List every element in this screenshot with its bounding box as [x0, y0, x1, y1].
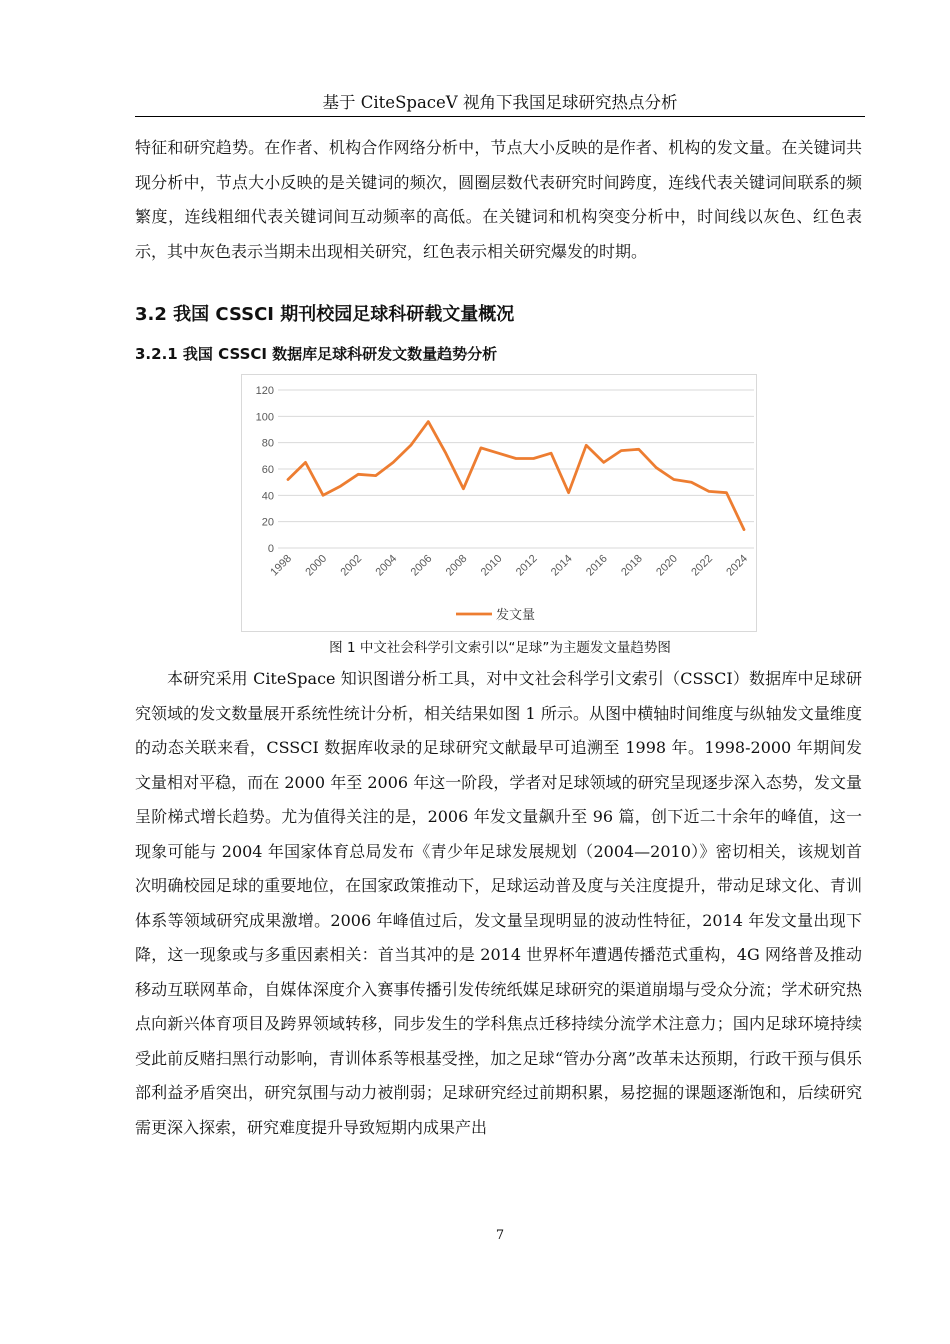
page-number: 7 [495, 1228, 505, 1243]
data-point [428, 421, 430, 423]
data-point [463, 488, 465, 490]
x-tick-label: 2014 [548, 552, 575, 579]
data-point [410, 445, 412, 447]
x-tick-label: 1998 [268, 552, 295, 579]
data-point [550, 452, 552, 454]
data-point [392, 462, 394, 464]
y-tick-label: 100 [255, 411, 274, 424]
data-point [603, 462, 605, 464]
data-point [375, 475, 377, 477]
y-tick-label: 20 [261, 516, 274, 529]
x-tick-label: 2010 [478, 552, 505, 579]
y-tick-label: 80 [261, 437, 274, 450]
data-point [287, 479, 289, 481]
figure-1-chart [241, 374, 757, 632]
subsection-heading: 3.2.1 我国 CSSCI 数据库足球科研发文数量趋势分析 [135, 345, 498, 363]
data-point [743, 529, 745, 531]
y-tick-label: 120 [255, 385, 274, 397]
x-tick-label: 2002 [338, 552, 365, 579]
data-point [480, 447, 482, 449]
data-point [340, 485, 342, 487]
x-tick-label: 2024 [724, 552, 751, 579]
header-rule [135, 116, 865, 117]
section-heading: 3.2 我国 CSSCI 期刊校园足球科研载文量概况 [135, 304, 515, 325]
intro-paragraph: 特征和研究趋势。在作者、机构合作网络分析中，节点大小反映的是作者、机构的发文量。在关键词共现分析中，节点大小反映的是关键词的频次，圆圈层数代表研究时间跨度，连线代表关键词间联系的频繁度，连线粗细代表关键词间互动频率的高低。在关键词和机构突变分析中，时间线以灰色、红色表示，其中灰色表示当期未出现相关研究，红色表示相关研究爆发的时期。 [135, 138, 862, 261]
data-point [498, 452, 500, 454]
y-tick-label: 40 [261, 490, 274, 503]
line-chart [242, 375, 756, 631]
series-line [288, 422, 744, 530]
legend-label: 发文量 [496, 608, 536, 623]
data-point [533, 458, 535, 460]
data-point [322, 495, 324, 497]
x-tick-label: 2008 [443, 552, 470, 579]
x-tick-label: 2000 [303, 552, 330, 579]
body-paragraph: 本研究采用 CiteSpace 知识图谱分析工具，对中文社会科学引文索引（CSSCI）数据库中足球研究领域的发文数量展开系统性统计分析，相关结果如图 1 所示。从图中横轴时间维度与纵轴发文量维度的动态关联来看，CSSCI 数据库收录的足球研究文献最早可追溯至 1998 年。1998-2000 年期间发文量相对平稳，而在 2000 年至 2006 年这一阶段，学者对足球领域的研究呈现逐步深入态势，发文量呈阶梯式增长趋势。尤为值得关注的是，2006 年发文量飙升至 96 篇，创下近二十余年的峰值，这一现象可能与 2004 年国家体育总局发布《青少年足球发展规划（2004—2010）》密切相关，该规划首次明确校园足球的重要地位，在国家政策推动下，足球运动普及度与关注度提升，带动足球文化、青训体系等领域研究成果激增。2006 年峰值过后，发文量呈现明显的波动性特征，2014 年发文量出现下降，这一现象或与多重因素相关：首当其冲的是 2014 世界杯年遭遇传播范式重构，4G 网络普及推动移动互联网革命，自媒体深度介入赛事传播引发传统纸媒足球研究的渠道崩塌与受众分流；学术研究热点向新兴体育项目及跨界领域转移，同步发生的学科焦点迁移持续分流学术注意力；国内足球环境持续受此前反赌扫黑行动影响，青训体系等根基受挫，加之足球“管办分离”改革未达预期，行政干预与俱乐部利益矛盾突出，研究氛围与动力被削弱；足球研究经过前期积累，易挖掘的课题逐渐饱和，后续研究需更深入探索，研究难度提升导致短期内成果产出 [135, 669, 862, 1137]
data-point [585, 445, 587, 447]
x-tick-label: 2006 [408, 552, 435, 579]
y-tick-label: 60 [261, 464, 274, 476]
data-point [726, 492, 728, 494]
data-point [673, 479, 675, 481]
data-point [305, 462, 307, 464]
data-point [691, 481, 693, 483]
x-tick-label: 2004 [373, 552, 400, 579]
x-tick-label: 2018 [619, 552, 645, 579]
data-point [708, 491, 710, 493]
x-tick-label: 2022 [689, 552, 716, 579]
data-point [568, 492, 570, 494]
x-tick-label: 2020 [654, 552, 680, 579]
running-header: 基于 CiteSpaceV 视角下我国足球研究热点分析 [322, 93, 678, 112]
data-point [357, 474, 359, 476]
data-point [656, 467, 658, 469]
data-point [515, 458, 517, 460]
x-tick-label: 2012 [513, 552, 540, 579]
y-tick-label: 0 [267, 543, 274, 555]
data-point [620, 450, 622, 452]
figure-caption: 图 1 中文社会科学引文索引以“足球”为主题发文量趋势图 [329, 640, 671, 656]
data-point [445, 452, 447, 454]
x-tick-label: 2016 [584, 552, 610, 579]
data-point [638, 449, 640, 451]
